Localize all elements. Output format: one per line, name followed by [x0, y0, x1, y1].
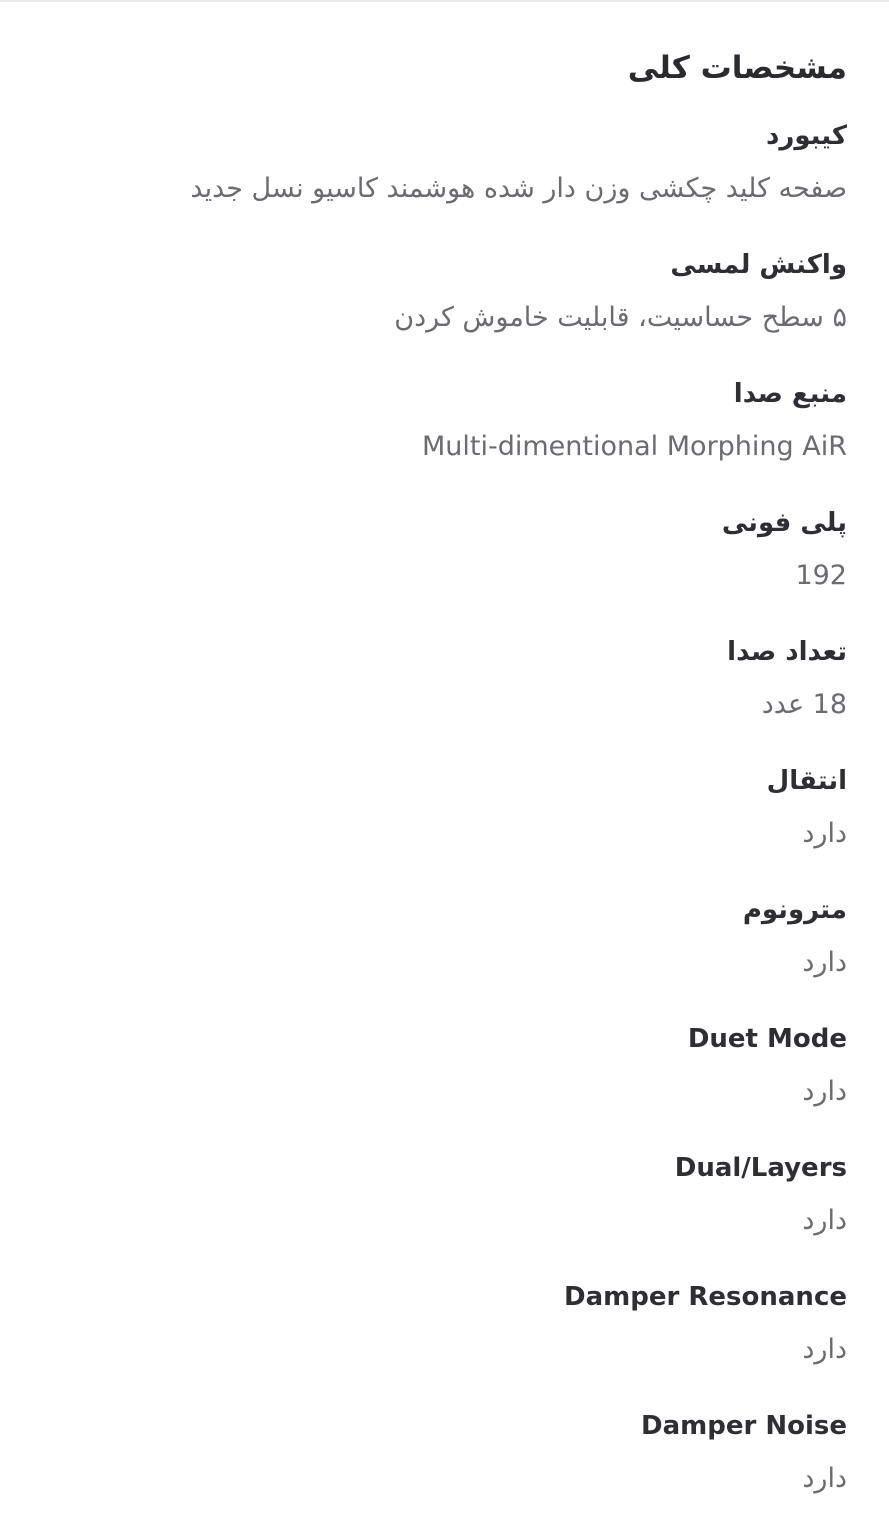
section-title: مشخصات کلی	[627, 50, 847, 86]
spec-label: Duet Mode	[687, 1024, 847, 1054]
spec-value: دارد	[802, 947, 847, 978]
spec-value: 192	[795, 560, 847, 591]
spec-label: کیبورد	[766, 121, 847, 151]
spec-list	[40, 114, 847, 1514]
spec-value: دارد	[802, 1334, 847, 1365]
spec-item-damper-resonance	[40, 1275, 847, 1404]
spec-item-dual-layers	[40, 1146, 847, 1275]
spec-item-duet-mode	[40, 1017, 847, 1146]
spec-panel	[40, 42, 847, 1514]
spec-label: انتقال	[766, 766, 847, 796]
spec-label: واکنش لمسی	[670, 250, 847, 280]
spec-label: منبع صدا	[733, 379, 847, 409]
spec-item-sound-source	[40, 372, 847, 501]
spec-item-metronome	[40, 888, 847, 1017]
spec-item-damper-noise	[40, 1404, 847, 1514]
spec-value: Multi-dimentional Morphing AiR	[422, 431, 847, 462]
spec-item-transpose	[40, 759, 847, 888]
spec-label: مترونوم	[742, 895, 847, 925]
spec-item-keyboard	[40, 114, 847, 243]
spec-label: پلی فونی	[721, 508, 847, 538]
spec-value: دارد	[802, 1076, 847, 1107]
spec-value: دارد	[802, 1205, 847, 1236]
spec-item-polyphony	[40, 501, 847, 630]
spec-value: دارد	[802, 1463, 847, 1494]
spec-label: Dual/Layers	[674, 1153, 847, 1183]
spec-value: صفحه کلید چکشی وزن دار شده هوشمند کاسیو نسل جدید	[190, 173, 847, 204]
top-divider	[0, 0, 889, 2]
spec-label: تعداد صدا	[727, 637, 847, 667]
spec-value: دارد	[802, 818, 847, 849]
spec-value: 18 عدد	[761, 689, 847, 720]
spec-value: ۵ سطح حساسیت، قابلیت خاموش کردن	[394, 302, 847, 333]
spec-item-touch-response	[40, 243, 847, 372]
spec-label: Damper Noise	[641, 1411, 847, 1441]
spec-item-tone-count	[40, 630, 847, 759]
spec-label: Damper Resonance	[564, 1282, 847, 1312]
